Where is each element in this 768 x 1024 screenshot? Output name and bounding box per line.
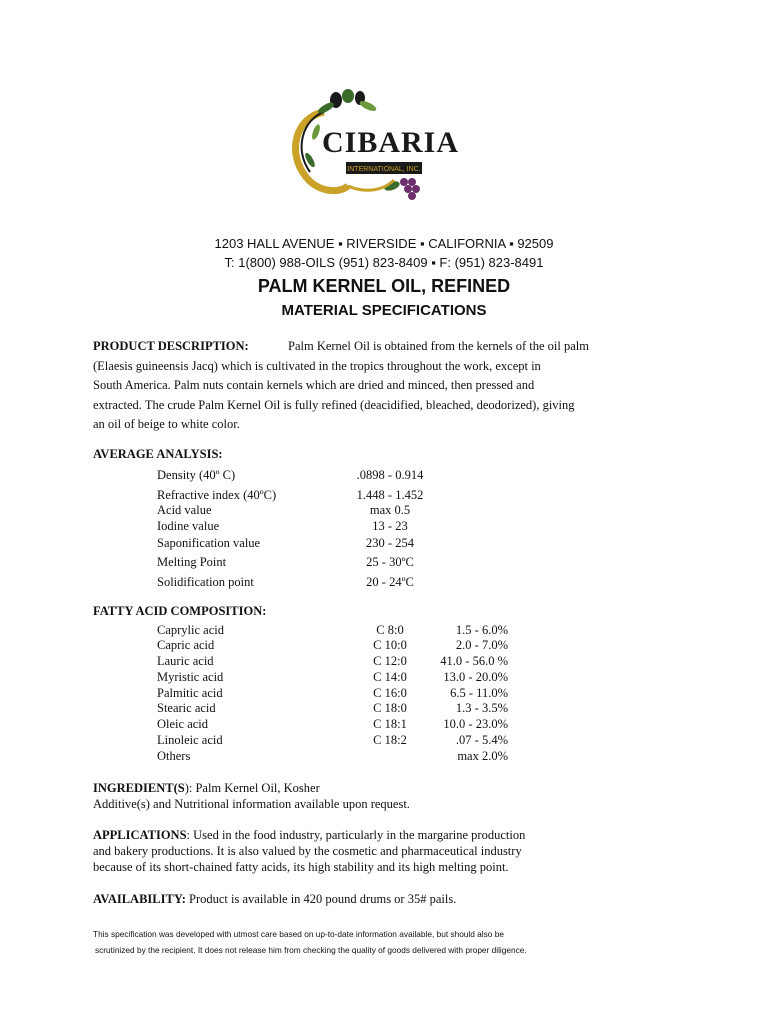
logo-subtitle: INTERNATIONAL, INC. xyxy=(347,166,421,173)
analysis-heading: AVERAGE ANALYSIS: xyxy=(93,447,223,461)
product-description xyxy=(93,337,693,435)
leaf-3 xyxy=(310,123,321,140)
analysis-value: 1.448 - 1.452 xyxy=(356,488,424,502)
analysis-value: max 0.5 xyxy=(369,503,411,517)
disclaimer-line-2: scrutinized by the recipient. It does not release him from checking the quality of goods delivered with proper diligence. xyxy=(95,945,527,955)
leaf-1 xyxy=(316,100,335,115)
fatty-name: Stearic acid xyxy=(157,701,216,715)
fatty-code: C 18:0 xyxy=(373,701,407,715)
fatty-name: Capric acid xyxy=(157,638,215,652)
analysis-label: Acid value xyxy=(157,503,212,517)
fatty-range: 6.5 - 11.0% xyxy=(450,686,508,700)
disclaimer-line-1: This specification was developed with utmost care based on up-to-date information available, but should also be xyxy=(93,929,504,939)
grape-4 xyxy=(412,185,420,193)
fatty-name: Lauric acid xyxy=(157,654,214,668)
applications-line-2: and bakery productions. It is also valued by the cosmetic and pharmaceutical industry xyxy=(93,844,522,858)
fatty-code: C 18:1 xyxy=(373,717,407,731)
description-line-3: South America. Palm nuts contain kernels which are dried and minced, then pressed and xyxy=(93,378,535,393)
analysis-value: 25 - 30ºC xyxy=(366,555,414,569)
fatty-code: C 14:0 xyxy=(373,670,407,684)
ingredients-label-close: ) xyxy=(184,781,189,795)
analysis-value: 20 - 24ºC xyxy=(366,575,414,589)
fatty-name: Linoleic acid xyxy=(157,733,223,747)
fatty-name: Caprylic acid xyxy=(157,623,224,637)
analysis-label: Refractive index (40ºC) xyxy=(157,488,277,502)
ingredients-section xyxy=(93,780,410,812)
analysis-value: 230 - 254 xyxy=(366,536,414,550)
cibaria-logo xyxy=(276,82,460,212)
analysis-label: Melting Point xyxy=(157,555,227,569)
analysis-value: .0898 - 0.914 xyxy=(356,468,424,482)
fatty-code: C 12:0 xyxy=(373,654,407,668)
fatty-code: C 8:0 xyxy=(376,623,404,637)
fatty-range: max 2.0% xyxy=(457,749,508,763)
grape-1 xyxy=(400,178,408,186)
fatty-name: Oleic acid xyxy=(157,717,209,731)
fatty-name: Others xyxy=(157,749,191,763)
description-line-5: an oil of beige to white color. xyxy=(93,417,240,432)
address-line: 1203 HALL AVENUE ▪ RIVERSIDE ▪ CALIFORNIA ▪ 92509 xyxy=(214,236,554,251)
availability-label: AVAILABILITY: xyxy=(93,892,186,906)
fatty-range: .07 - 5.4% xyxy=(455,733,508,747)
ingredients-note: Additive(s) and Nutritional information available upon request. xyxy=(93,797,410,811)
fatty-code: C 10:0 xyxy=(373,638,407,652)
fatty-code: C 18:2 xyxy=(373,733,407,747)
applications-section xyxy=(93,827,525,875)
analysis-label: Iodine value xyxy=(157,519,220,533)
fatty-range: 13.0 - 20.0% xyxy=(443,670,508,684)
phone-line: T: 1(800) 988-OILS (951) 823-8409 ▪ F: (951) 823-8491 xyxy=(224,255,544,270)
applications-line-3: because of its short-chained fatty acids, its high stability and its high melting point. xyxy=(93,860,509,874)
fatty-range: 10.0 - 23.0% xyxy=(443,717,508,731)
fatty-heading: FATTY ACID COMPOSITION: xyxy=(93,604,267,618)
olive-2 xyxy=(342,89,354,103)
description-line-1: Palm Kernel Oil is obtained from the kernels of the oil palm xyxy=(288,339,589,353)
availability-text: Product is available in 420 pound drums or 35# pails. xyxy=(185,892,457,906)
analysis-label: Density (40º C) xyxy=(157,468,236,482)
description-label: PRODUCT DESCRIPTION: xyxy=(93,339,249,353)
fatty-range: 1.5 - 6.0% xyxy=(455,623,508,637)
fatty-range: 1.3 - 3.5% xyxy=(455,701,508,715)
applications-line-1: : Used in the food industry, particularly in the margarine production xyxy=(186,828,526,842)
availability-section xyxy=(93,891,456,907)
grape-5 xyxy=(408,192,416,200)
analysis-value: 13 - 23 xyxy=(372,519,408,533)
page-title: PALM KERNEL OIL, REFINED xyxy=(257,276,511,296)
description-line-2: (Elaesis guineensis Jacq) which is cultivated in the tropics throughout the work, except in xyxy=(93,358,541,373)
analysis-label: Saponification value xyxy=(157,536,261,550)
fatty-name: Myristic acid xyxy=(157,670,224,684)
fatty-range: 41.0 - 56.0 % xyxy=(440,654,508,668)
fatty-code: C 16:0 xyxy=(373,686,407,700)
page-subtitle: MATERIAL SPECIFICATIONS xyxy=(281,302,487,319)
fatty-range: 2.0 - 7.0% xyxy=(455,638,508,652)
ingredients-label: INGREDIENT(S xyxy=(93,781,185,795)
logo-name: CIBARIA xyxy=(322,126,460,159)
description-line-4: extracted. The crude Palm Kernel Oil is fully refined (deacidified, bleached, deodorized), giving xyxy=(93,397,575,412)
fatty-code xyxy=(350,748,430,764)
applications-label: APPLICATIONS xyxy=(93,828,187,842)
grape-2 xyxy=(408,178,416,186)
analysis-label: Solidification point xyxy=(157,575,254,589)
fatty-name: Palmitic acid xyxy=(157,686,223,700)
grape-3 xyxy=(404,185,412,193)
ingredients-text: : Palm Kernel Oil, Kosher xyxy=(188,781,320,795)
